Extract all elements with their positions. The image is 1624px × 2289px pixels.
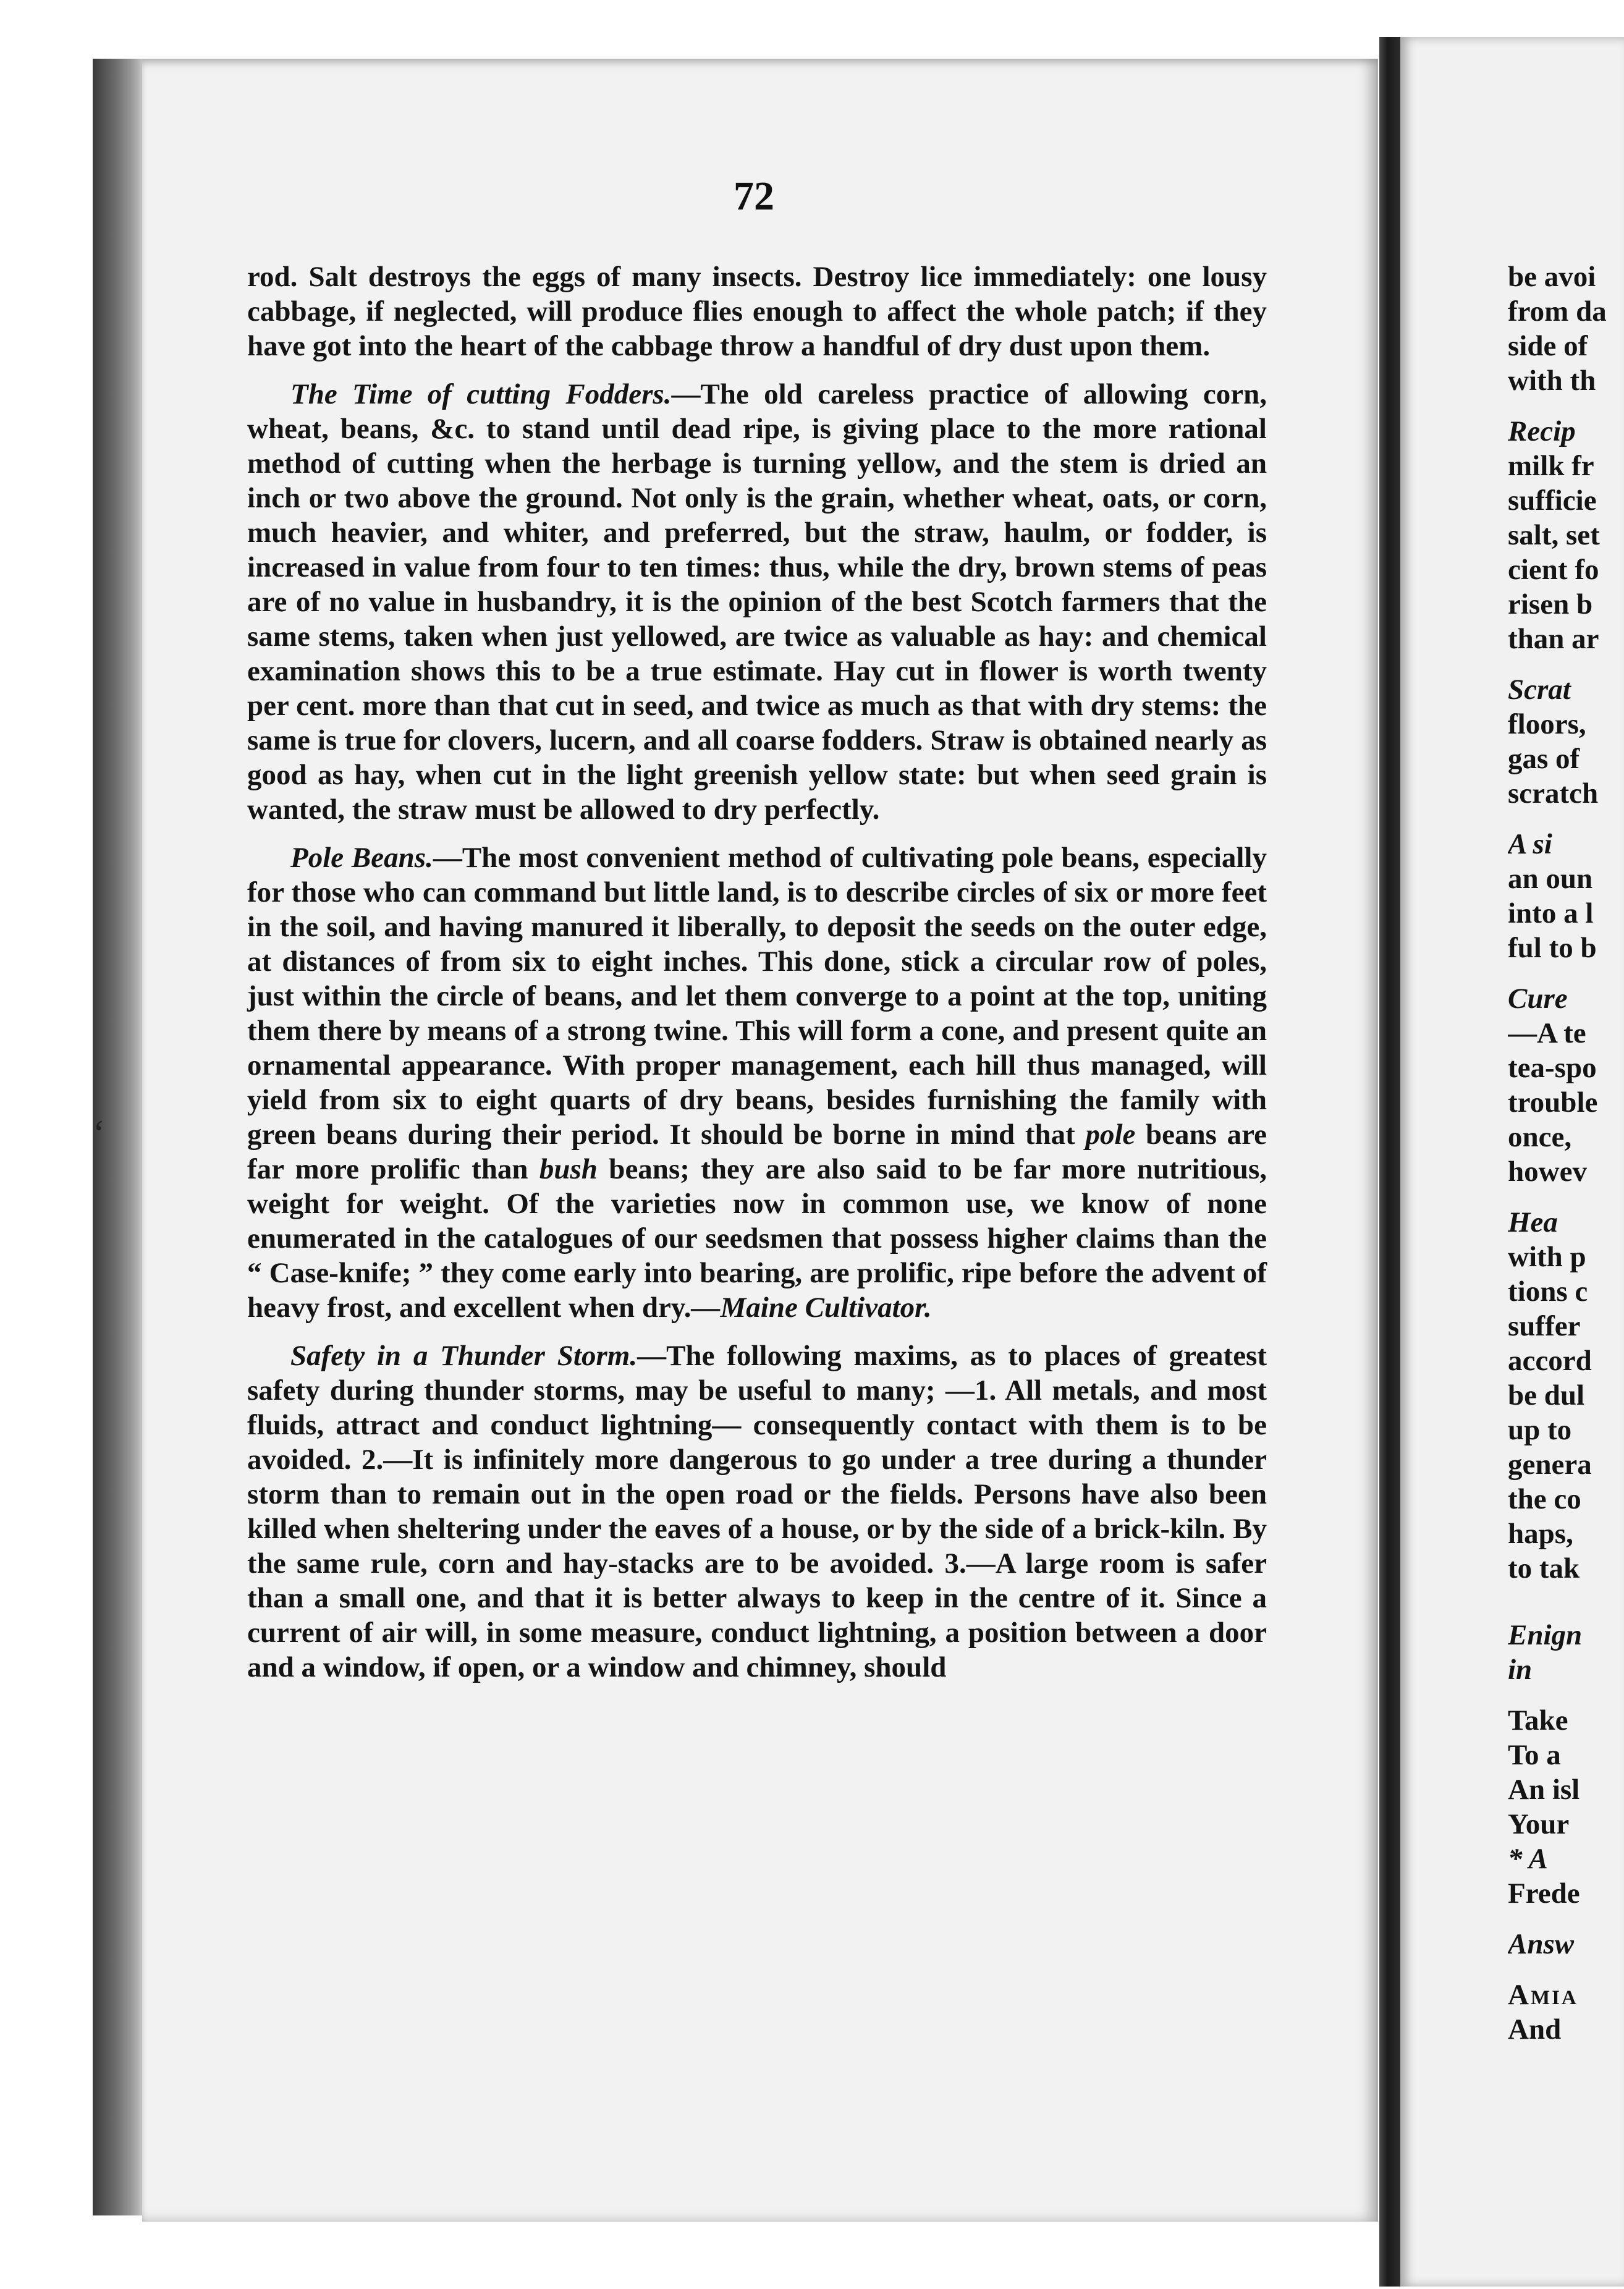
paragraph-thunder-storm xyxy=(247,1339,1267,1685)
right-page-line: genera xyxy=(1508,1449,1592,1481)
line-gap xyxy=(1508,1586,1624,1602)
right-page-text-fragment xyxy=(1508,260,1624,2047)
paragraph-cutting-fodders xyxy=(247,377,1267,827)
paragraph-cabbage-insects xyxy=(247,260,1267,363)
right-page-line: Cure xyxy=(1508,983,1568,1015)
right-page-line: than ar xyxy=(1508,623,1599,655)
right-page-line: To a xyxy=(1508,1739,1561,1771)
right-page-line: to tak xyxy=(1508,1552,1580,1585)
right-page-line: Amia xyxy=(1508,1979,1578,2011)
right-page-line: tions c xyxy=(1508,1276,1588,1308)
right-page-line: side of xyxy=(1508,330,1588,362)
line-gap xyxy=(1508,656,1624,672)
right-page-line: accord xyxy=(1508,1345,1592,1377)
right-page-line: up to xyxy=(1508,1414,1572,1446)
paragraph-text: —The old careless practice of allowing corn, wheat, beans, &c. to stand until dead ripe, is giving place to the more rational method of cutting when the herbage is turning yellow, and the stem is dried an inch or two above the ground. Not only is the grain, whether wheat, oats, or corn, much heavier, and whiter, and preferred, but the straw, haulm, or fodder, is increased in value from four to ten times: thus, while the dry, brown stems of peas are of no value in husbandry, it is the opinion of the best Scotch farmers that the same stems, taken when just yellowed, are twice as valuable as hay: and chemical examination shows this to be a true estimate. Hay cut in flower is worth twenty per cent. more than that cut in seed, and twice as much as that with dry stems: the same is true for clovers, lucern, and all coarse fodders. Straw is obtained nearly as good as hay, when cut in the light greenish yellow state: but when seed grain is wanted, the straw must be allowed to dry perfectly. xyxy=(247,378,1267,826)
right-page-line: A si xyxy=(1508,828,1552,860)
right-page-line: tea-spo xyxy=(1508,1052,1597,1084)
paragraph-text: —The following maxims, as to places of greatest safety during thunder storms, may be useful to many; —1. All metals, and most fluids, attract and conduct lightning— consequently contact with them is to be avoided. 2.—It is infinitely more dangerous to go under a tree during a thunder storm than to remain out in the open road or the fields. Persons have also been killed when sheltering under the eaves of a house, or by the side of a brick-kiln. By the same rule, corn and hay-stacks are to be avoided. 3.—A large room is safer than a small one, and that it is better always to keep in the centre of it. Since a current of air will, in some measure, conduct lightning, a position between a door and a window, if open, or a window and chimney, should xyxy=(247,1340,1267,1683)
right-page-line: Frede xyxy=(1508,1877,1580,1910)
line-gap xyxy=(1508,1189,1624,1205)
right-page-line: trouble xyxy=(1508,1086,1598,1119)
right-page-line: gas of xyxy=(1508,743,1580,775)
right-page-line: with p xyxy=(1508,1241,1586,1273)
right-page-line: with th xyxy=(1508,365,1596,397)
right-page-line: ful to b xyxy=(1508,932,1597,964)
right-page-line: salt, set xyxy=(1508,519,1600,551)
right-page-line: milk fr xyxy=(1508,450,1594,482)
right-page-line: howev xyxy=(1508,1156,1587,1188)
right-page-line: in xyxy=(1508,1654,1533,1686)
right-page-line: scratch xyxy=(1508,777,1599,810)
right-page-line: * A xyxy=(1508,1843,1548,1875)
page-number: 72 xyxy=(734,174,774,219)
right-page-line: An isl xyxy=(1508,1774,1580,1806)
section-heading: Safety in a Thunder Storm. xyxy=(290,1340,638,1372)
line-gap xyxy=(1508,398,1624,414)
paragraph-text: beans are far more prolific than xyxy=(247,1119,1267,1185)
emphasis-word: pole xyxy=(1085,1119,1136,1151)
right-page-line: the co xyxy=(1508,1483,1581,1515)
line-gap xyxy=(1508,811,1624,827)
right-page-line: risen b xyxy=(1508,588,1593,620)
paragraph-text: beans; they are also said to be far more nutritious, weight for weight. Of the varieties now in common use, we know of none enumerated in the catalogues of our seedsmen that possess higher claims than the “ Case-knife; ” they come early into bearing, are prolific, ripe before the advent of heavy frost, and excellent when dry. xyxy=(247,1153,1267,1324)
right-page-line: once, xyxy=(1508,1121,1572,1153)
right-page-line: Take xyxy=(1508,1704,1568,1737)
right-page-line: haps, xyxy=(1508,1518,1573,1550)
right-page-line: —A te xyxy=(1508,1017,1586,1049)
right-page-line: sufficie xyxy=(1508,484,1597,517)
line-gap xyxy=(1508,1961,1624,1978)
right-page-line: Your xyxy=(1508,1808,1570,1840)
line-gap xyxy=(1508,965,1624,981)
right-page-line: And xyxy=(1508,2013,1562,2046)
right-page-line: cient fo xyxy=(1508,554,1599,586)
line-gap xyxy=(1508,1911,1624,1927)
main-text-column xyxy=(247,260,1267,1698)
right-page-line: be avoi xyxy=(1508,261,1596,293)
right-page-line: an oun xyxy=(1508,863,1593,895)
section-heading: Pole Beans. xyxy=(290,842,433,874)
right-page-line: Hea xyxy=(1508,1206,1558,1238)
paragraph-text: rod. Salt destroys the eggs of many insects. Destroy lice immediately: one lousy cabbage, if neglected, will produce flies enough to affect the whole patch; if they have got into the heart of the cabbage throw a handful of dry dust upon them. xyxy=(247,261,1267,362)
right-page-line: Recip xyxy=(1508,415,1576,447)
right-page-line: be dul xyxy=(1508,1379,1585,1411)
line-gap xyxy=(1508,1602,1624,1618)
right-page-line: Enign xyxy=(1508,1619,1583,1651)
right-page-line: suffer xyxy=(1508,1310,1581,1342)
line-gap xyxy=(1508,1687,1624,1703)
page-gutter xyxy=(1379,37,1400,2287)
right-page-line: Answ xyxy=(1508,1928,1575,1960)
section-heading: The Time of cutting Fodders. xyxy=(290,378,672,410)
right-page-line: into a l xyxy=(1508,897,1594,929)
right-page-line: from da xyxy=(1508,295,1607,328)
margin-mark: ʻ xyxy=(93,1113,105,1154)
right-page-line: Scrat xyxy=(1508,674,1571,706)
paragraph-text: —The most convenient method of cultivating pole beans, especially for those who can command but little land, is to describe circles of six or more feet in the soil, and having manured it liberally, to deposit the seeds on the outer edge, at distances of from six to eight inches. This done, stick a circular row of poles, just within the circle of beans, and let them converge to a point at the top, uniting them there by means of a strong twine. This will form a cone, and present quite an ornamental appearance. With proper management, each hill thus managed, will yield from six to eight quarts of dry beans, besides furnishing the family with green beans during their period. It should be borne in mind that xyxy=(247,842,1267,1151)
emphasis-word: bush xyxy=(539,1153,598,1185)
paragraph-pole-beans xyxy=(247,840,1267,1325)
right-page-line: floors, xyxy=(1508,708,1586,740)
source-citation: —Maine Cultivator. xyxy=(691,1292,932,1324)
